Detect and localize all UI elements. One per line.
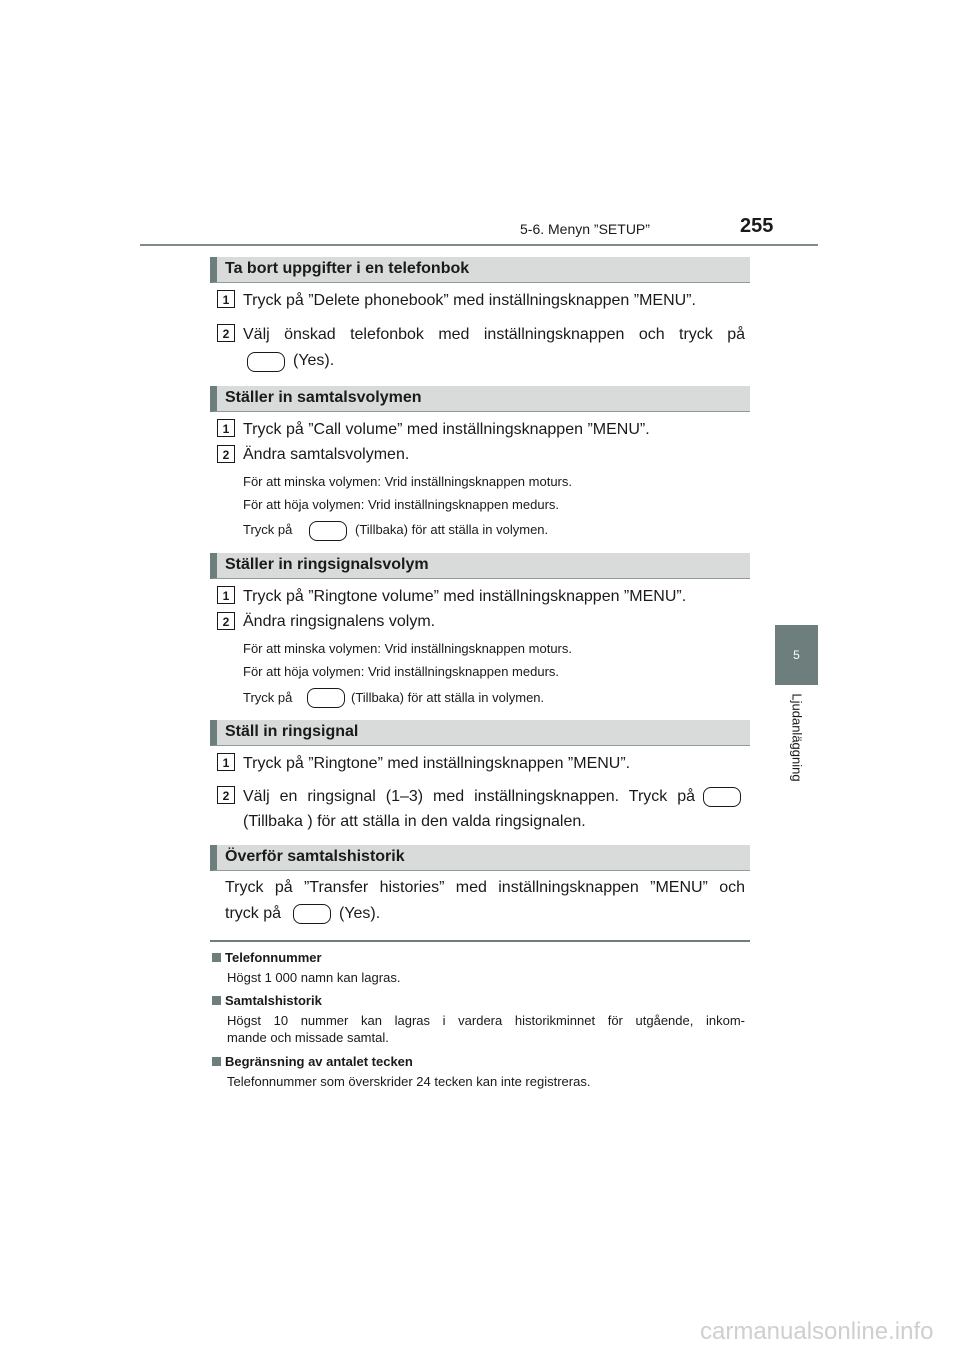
note-title xyxy=(212,993,322,1008)
step-text: Tryck på ”Call volume” med inställningsknappen ”MENU”. xyxy=(243,421,650,438)
yes-button-icon xyxy=(247,352,285,372)
sub-text: (Tillbaka) för att ställa in volymen. xyxy=(351,690,545,705)
step-text: Tryck på ”Ringtone” med inställningsknappen ”MENU”. xyxy=(243,755,631,772)
step-number: 1 xyxy=(217,419,235,437)
square-bullet-icon xyxy=(212,996,221,1005)
step-number: 2 xyxy=(217,324,235,342)
body-text: (Yes). xyxy=(339,905,381,922)
step-text: Tryck på ”Ringtone volume” med inställningsknappen ”MENU”. xyxy=(243,588,687,605)
section-title: Ställer in ringsignalsvolym xyxy=(225,556,429,573)
step-number: 1 xyxy=(217,586,235,604)
body-text: tryck på xyxy=(225,905,282,922)
step-text: Välj en ringsignal (1–3) med inställningsknappen. Tryck på xyxy=(243,788,695,805)
note-title-text: Samtalshistorik xyxy=(225,993,322,1008)
section-title: Ta bort uppgifter i en telefonbok xyxy=(225,260,470,277)
step-number: 2 xyxy=(217,786,235,804)
yes-button-icon xyxy=(293,904,331,924)
chapter-tab: 5 xyxy=(775,625,818,685)
note-body: Telefonnummer som överskrider 24 tecken kan inte registreras. xyxy=(227,1074,591,1089)
sub-text: (Tillbaka) för att ställa in volymen. xyxy=(355,522,549,537)
note-title xyxy=(212,950,322,965)
note-body: Högst 10 nummer kan lagras i vardera historikminnet för utgående, inkom- xyxy=(227,1013,745,1028)
back-button-icon xyxy=(307,688,345,708)
square-bullet-icon xyxy=(212,953,221,962)
sub-text: För att höja volymen: Vrid inställningsknappen medurs. xyxy=(243,664,560,679)
step-number: 2 xyxy=(217,612,235,630)
sub-text: För att minska volymen: Vrid inställningsknappen moturs. xyxy=(243,474,572,489)
section-title: Ställ in ringsignal xyxy=(225,723,359,740)
step-number: 1 xyxy=(217,290,235,308)
section-header-ringtone-volume xyxy=(210,553,750,579)
section-title: Ställer in samtalsvolymen xyxy=(225,389,422,406)
back-button-icon xyxy=(309,521,347,541)
sub-text: För att höja volymen: Vrid inställningsknappen medurs. xyxy=(243,497,560,512)
step-text: Välj önskad telefonbok med inställningsknappen och tryck på xyxy=(243,326,745,343)
note-title xyxy=(212,1054,413,1069)
sub-text: Tryck på xyxy=(243,690,293,705)
section-header-ringtone xyxy=(210,720,750,746)
step-text: Ändra samtalsvolymen. xyxy=(243,446,410,463)
notes-divider xyxy=(210,940,750,942)
body-text: Tryck på ”Transfer histories” med inställningsknappen ”MENU” och xyxy=(225,879,745,896)
chapter-label-text: Ljudanläggning xyxy=(789,693,805,782)
note-body: Högst 1 000 namn kan lagras. xyxy=(227,970,401,985)
watermark: carmanualsonline.info xyxy=(700,1318,934,1345)
header-divider xyxy=(140,244,818,246)
step-text-cont: (Tillbaka ) för att ställa in den valda ringsignalen. xyxy=(243,813,586,830)
section-header-phonebook xyxy=(210,257,750,283)
page-number: 255 xyxy=(740,215,774,237)
step-text: Ändra ringsignalens volym. xyxy=(243,613,436,630)
section-header-call-volume xyxy=(210,386,750,412)
note-title-text: Begränsning av antalet tecken xyxy=(225,1054,413,1069)
step-number: 1 xyxy=(217,753,235,771)
sub-text: För att minska volymen: Vrid inställningsknappen moturs. xyxy=(243,641,572,656)
square-bullet-icon xyxy=(212,1057,221,1066)
step-text-cont: (Yes). xyxy=(293,352,335,369)
section-title: Överför samtalshistorik xyxy=(225,848,405,865)
step-text: Tryck på ”Delete phonebook” med inställningsknappen ”MENU”. xyxy=(243,292,696,309)
step-number: 2 xyxy=(217,445,235,463)
section-header-history xyxy=(210,845,750,871)
sub-text: Tryck på xyxy=(243,522,293,537)
note-body: mande och missade samtal. xyxy=(227,1030,389,1045)
back-button-icon xyxy=(703,787,741,807)
note-title-text: Telefonnummer xyxy=(225,950,322,965)
section-breadcrumb: 5-6. Menyn ”SETUP” xyxy=(520,221,650,237)
